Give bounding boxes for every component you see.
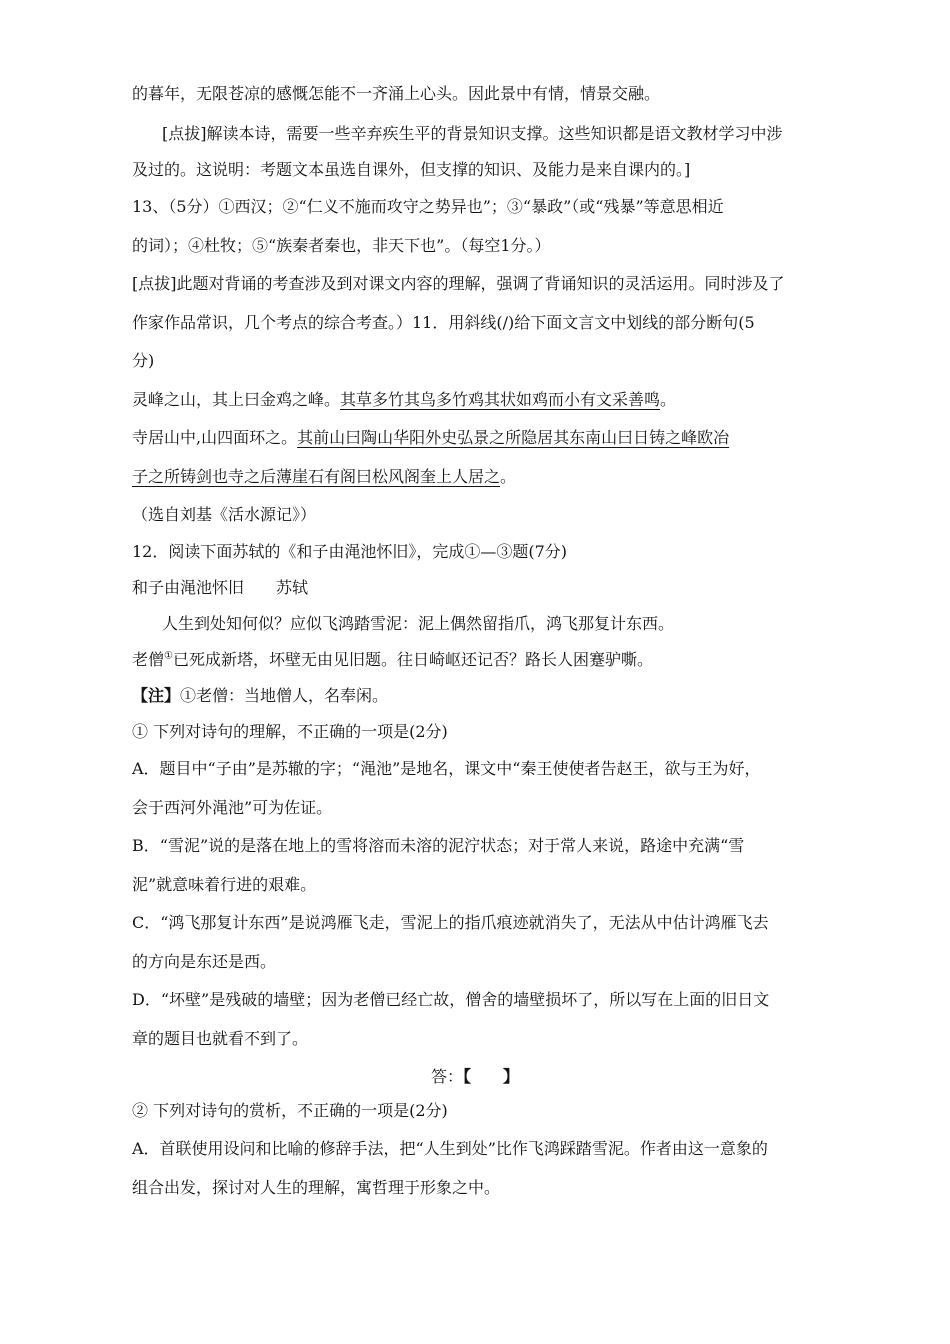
period: 。 xyxy=(660,390,677,409)
hint-paragraph-cont: 及过的。这说明：考题文本虽选自课外，但支撑的知识、及能力是来自课内的。] xyxy=(132,160,691,179)
question-11-points: 分) xyxy=(132,351,155,370)
option-a: A．题目中“子由”是苏辙的字；“渑池”是地名，课文中“秦王使使者告赵王，欲与王为好， xyxy=(132,759,761,778)
hint-13-cont: 作家作品常识，几个考点的综合考查。）11．用斜线(/)给下面文言文中划线的部分断句(5 xyxy=(132,313,755,332)
option-b: B．“雪泥”说的是落在地上的雪将溶而未溶的泥泞状态；对于常人来说，路途中充满“雪 xyxy=(132,836,745,855)
footnote-label: 【注】 xyxy=(132,686,181,705)
option-c: C．“鸿飞那复计东西”是说鸿雁飞走，雪泥上的指爪痕迹就消失了，无法从中估计鸿雁飞去 xyxy=(132,913,769,932)
footnote xyxy=(132,686,832,706)
classical-text-line-2 xyxy=(132,428,832,448)
underlined-segment-2: 其前山曰陶山华阳外史弘景之所隐居其东南山曰日铸之峰欧冶 xyxy=(297,428,730,447)
option-a-cont: 会于西河外渑池”可为佐证。 xyxy=(132,798,333,817)
poem-text: 老僧 xyxy=(132,650,165,669)
source-citation: （选自刘基《活水源记》） xyxy=(132,505,317,524)
poem-title-author: 和子由渑池怀旧 苏轼 xyxy=(132,578,309,597)
option-c-cont: 的方向是东还是西。 xyxy=(132,952,277,971)
classical-text-line-1 xyxy=(132,390,832,410)
answer-label: 答： xyxy=(430,1067,463,1086)
poem-line-2 xyxy=(132,650,832,670)
classical-text-line-3 xyxy=(132,467,832,487)
answer-bracket[interactable]: 【 】 xyxy=(463,1067,520,1086)
option-b-cont: 泥”就意味着行进的艰难。 xyxy=(132,875,317,894)
classical-text-plain: 寺居山中,山四面环之。 xyxy=(132,428,298,447)
poem-text: 已死成新塔，坏壁无由见旧题。往日崎岖还记否？路长人困蹇驴嘶。 xyxy=(172,650,653,669)
footnote-text: ①老僧：当地僧人，名奉闲。 xyxy=(180,686,389,705)
hint-13: [点拔]此题对背诵的考查涉及到对课文内容的理解，强调了背诵知识的灵活运用。同时涉及了 xyxy=(132,274,785,293)
option-d-cont: 章的题目也就看不到了。 xyxy=(132,1029,309,1048)
option-a-2-cont: 组合出发，探讨对人生的理解，寓哲理于形象之中。 xyxy=(132,1178,501,1197)
answer-13: 13、（5分）①西汉；②“仁义不施而攻守之势异也”；③“暴政”（或“残暴”等意思相近 xyxy=(132,197,724,216)
underlined-segment-1: 其草多竹其鸟多竹鸡其状如鸡而小有文采善鸣 xyxy=(340,390,661,409)
answer-13-cont: 的词）；④杜牧；⑤“族秦者秦也，非天下也”。（每空1分。） xyxy=(132,236,551,255)
sub-question-2: ② 下列对诗句的赏析，不正确的一项是(2分) xyxy=(132,1101,448,1120)
classical-text-plain: 灵峰之山，其上曰金鸡之峰。 xyxy=(132,390,341,409)
period: 。 xyxy=(500,467,517,486)
footnote-marker: ① xyxy=(164,650,173,662)
option-a-2: A．首联使用设问和比喻的修辞手法，把“人生到处”比作飞鸿踩踏雪泥。作者由这一意象的 xyxy=(132,1139,768,1158)
underlined-segment-3: 子之所铸剑也寺之后薄崖石有阁曰松风阁奎上人居之 xyxy=(132,467,501,486)
sub-question-1: ① 下列对诗句的理解，不正确的一项是(2分) xyxy=(132,722,448,741)
option-d: D．“坏壁”是残破的墙壁；因为老僧已经亡故，僧舍的墙壁损坏了，所以写在上面的旧日文 xyxy=(132,990,770,1009)
answer-blank xyxy=(0,1067,950,1087)
question-12-stem: 12．阅读下面苏轼的《和子由渑池怀旧》，完成①—③题(7分) xyxy=(132,542,568,561)
hint-paragraph: [点拔]解读本诗，需要一些辛弃疾生平的背景知识支撑。这些知识都是语文教材学习中涉 xyxy=(162,124,783,143)
poem-line-1: 人生到处知何似？应似飞鸿踏雪泥：泥上偶然留指爪，鸿飞那复计东西。 xyxy=(162,614,675,633)
answer-paragraph-end: 的暮年，无限苍凉的感慨怎能不一齐涌上心头。因此景中有情，情景交融。 xyxy=(132,84,661,103)
